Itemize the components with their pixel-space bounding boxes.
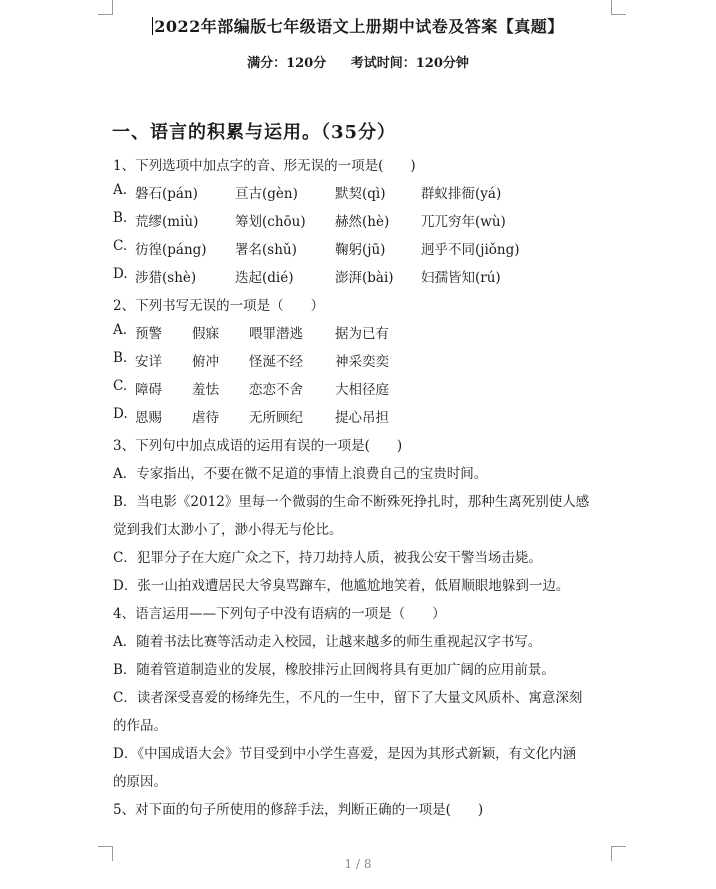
- q3-option-a: A．专家指出，不要在微不足道的事情上浪费自己的宝贵时间。: [113, 466, 488, 482]
- q4-stem: 4、语言运用——下列句子中没有语病的一项是（ ）: [113, 606, 446, 622]
- q4-option-c: C．读者深受喜爱的杨绛先生，不凡的一生中，留下了大量文风质朴、寓意深刻: [113, 690, 583, 706]
- option-label: D.: [113, 266, 128, 282]
- section-heading: 一、语言的积累与运用。（35分）: [112, 122, 397, 143]
- option-item: 妇孺皆知(rú): [421, 270, 501, 286]
- option-item: 澎湃(bài): [335, 270, 394, 286]
- q2-option-a: [113, 322, 389, 342]
- option-item: 彷徨(páng): [135, 242, 207, 258]
- option-label: B.: [113, 350, 128, 366]
- crop-mark-top-left: [98, 0, 113, 15]
- option-item: 障碍: [135, 382, 162, 398]
- q2-option-c: [113, 378, 389, 398]
- option-item: 迭起(dié): [235, 270, 294, 286]
- q2-option-d: [113, 406, 389, 426]
- option-item: 怪涎不经: [249, 354, 303, 370]
- q4-option-b: B．随着管道制造业的发展，橡胶排污止回阀将具有更加广阔的应用前景。: [113, 662, 555, 678]
- q1-option-b: [113, 210, 506, 230]
- q4-option-a: A．随着书法比赛等活动走入校园，让越来越多的师生重视起汉字书写。: [113, 634, 542, 650]
- option-item: 迥乎不同(jiǒng): [421, 242, 520, 258]
- option-item: 无所顾纪: [249, 410, 303, 426]
- option-item: 虐待: [192, 410, 219, 426]
- option-item: 安详: [135, 354, 162, 370]
- q4-option-c-continued: 的作品。: [113, 718, 167, 734]
- option-item: 假寐: [192, 326, 219, 342]
- time-label: 考试时间：120分钟: [350, 56, 469, 71]
- score-label: 满分：120分: [247, 56, 327, 71]
- option-item: 群蚁排衙(yá): [421, 186, 502, 202]
- q3-option-b: B．当电影《2012》里每一个微弱的生命不断殊死挣扎时，那种生离死别使人感: [113, 494, 590, 510]
- q5-stem: 5、对下面的句子所使用的修辞手法，判断正确的一项是( ): [113, 802, 484, 818]
- option-item: 恩赐: [135, 410, 162, 426]
- q2-stem: 2、下列书写无误的一项是（ ）: [113, 298, 325, 314]
- option-item: 俯冲: [192, 354, 219, 370]
- exam-info: [0, 52, 716, 71]
- q1-option-a: [113, 182, 502, 202]
- option-item: 默契(qì): [335, 186, 386, 202]
- option-item: 鞠躬(jū): [335, 242, 386, 258]
- q1-option-c: [113, 238, 520, 258]
- option-item: 兀兀穷年(wù): [421, 214, 506, 230]
- option-item: 赫然(hè): [335, 214, 390, 230]
- document-title[interactable]: [0, 14, 716, 37]
- q4-option-d: D．《中国成语大会》节目受到中小学生喜爱，是因为其形式新颖，有文化内涵: [113, 746, 577, 762]
- option-item: 提心吊担: [335, 410, 389, 426]
- q3-option-b-continued: 觉到我们太渺小了，渺小得无与伦比。: [113, 522, 343, 538]
- q2-option-b: [113, 350, 389, 370]
- option-label: A.: [113, 182, 128, 198]
- option-item: 神采奕奕: [335, 354, 389, 370]
- option-label: C.: [113, 238, 128, 254]
- q3-option-c: C．犯罪分子在大庭广众之下，持刀劫持人质，被我公安干警当场击毙。: [113, 550, 542, 566]
- document-title-text: 2022年部编版七年级语文上册期中试卷及答案【真题】: [154, 17, 564, 36]
- q3-stem: 3、下列句中加点成语的运用有误的一项是( ): [113, 438, 403, 454]
- option-item: 据为已有: [335, 326, 389, 342]
- option-label: A.: [113, 322, 128, 338]
- option-item: 亘古(gèn): [235, 186, 298, 202]
- q3-option-d: D．张一山拍戏遭居民大爷臭骂蹿车，他尴尬地笑着，低眉顺眼地躲到一边。: [113, 578, 570, 594]
- q4-option-d-continued: 的原因。: [113, 774, 167, 790]
- page-number: 1 / 8: [344, 857, 372, 871]
- q1-stem: 1、下列选项中加点字的音、形无误的一项是( ): [113, 158, 416, 174]
- option-item: 羞怯: [192, 382, 219, 398]
- option-item: 涉猎(shè): [135, 270, 197, 286]
- option-item: 喂罪潜逃: [249, 326, 303, 342]
- option-item: 大相径庭: [335, 382, 389, 398]
- option-item: 荒缪(miù): [135, 214, 199, 230]
- option-item: 预警: [135, 326, 162, 342]
- option-label: C.: [113, 378, 128, 394]
- option-label: B.: [113, 210, 128, 226]
- option-label: D.: [113, 406, 128, 422]
- option-item: 磐石(pán): [135, 186, 198, 202]
- option-item: 署名(shǔ): [235, 242, 297, 258]
- q1-option-d: [113, 266, 501, 286]
- crop-mark-top-right: [611, 0, 626, 15]
- option-item: 筹划(chōu): [235, 214, 306, 230]
- option-item: 恋恋不舍: [249, 382, 303, 398]
